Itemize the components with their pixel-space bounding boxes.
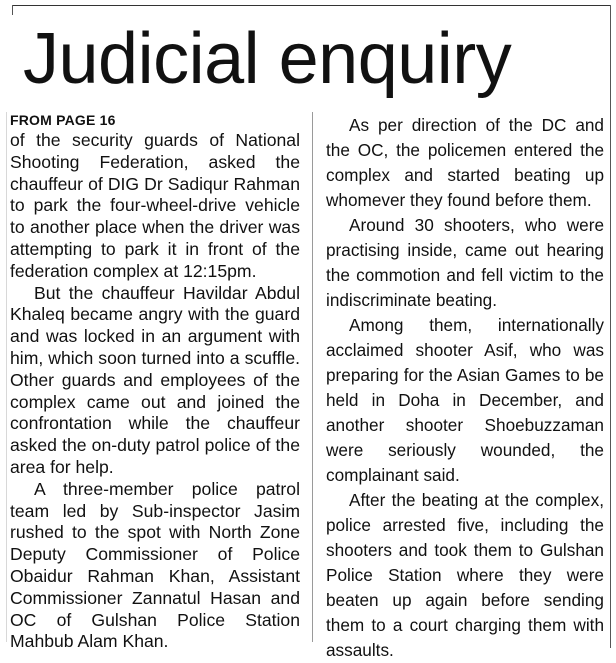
- left-border-tick: [12, 5, 13, 15]
- right-column: [326, 113, 604, 663]
- right-border-rule: [610, 5, 611, 648]
- right-paragraph-3: Among them, internationally acclaimed shooter Asif, who was preparing for the Asian Games to be held in Doha in December, and another shooter Shoebuzzaman were seriously wounded, the complainant said.: [326, 315, 604, 485]
- left-paragraph-1: of the security guards of National Shooting Federation, asked the chauffeur of DIG Dr Sadiqur Rahman to park the four-wheel-drive vehicle to another place when the driver was attempting to park it in front of the federation complex at 12:15pm.: [10, 130, 300, 281]
- column-divider: [312, 112, 313, 642]
- right-paragraph-1: As per direction of the DC and the OC, the policemen entered the complex and started beating up whomever they found before them.: [326, 115, 604, 210]
- headline: Judicial enquiry: [23, 19, 512, 99]
- left-paragraph-3: A three-member police patrol team led by Sub-inspector Jasim rushed to the spot with North Zone Deputy Commissioner of Police Obaidur Rahman Khan, Assistant Commissioner Zannatul Hasan and OC of Gulshan Police Station Mahbub Alam Khan.: [10, 478, 300, 652]
- right-paragraph-4: After the beating at the complex, police arrested five, including the shooters and took them to Gulshan Police Station where they were beaten up again before sending them to a court charging them with assaults.: [326, 490, 604, 660]
- continuation-kicker: FROM PAGE 16: [10, 112, 116, 128]
- left-column: [10, 112, 300, 653]
- left-column-edge: [6, 112, 7, 642]
- top-border-rule: [12, 5, 610, 6]
- right-paragraph-2: Around 30 shooters, who were practising inside, came out hearing the commotion and fell victim to the indiscriminate beating.: [326, 215, 604, 310]
- left-paragraph-2: But the chauffeur Havildar Abdul Khaleq became angry with the guard and was locked in an argument with him, which soon turned into a scuffle. Other guards and employees of the complex came out and joined the confrontation while the chauffeur asked the on-duty patrol police of the area for help.: [10, 282, 300, 477]
